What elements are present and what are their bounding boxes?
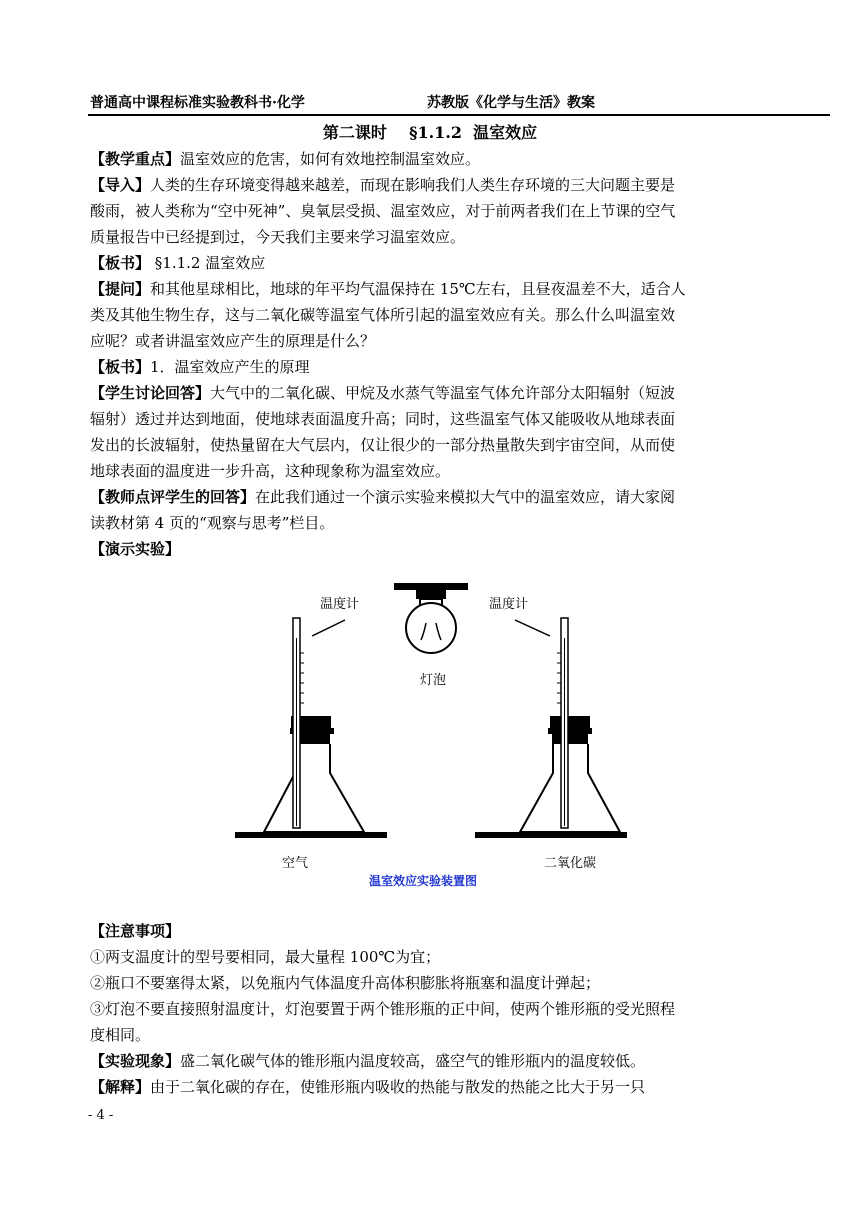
header-right: 苏教版《化学与生活》教案 xyxy=(427,95,595,111)
text-line xyxy=(90,354,830,380)
text-line xyxy=(90,146,830,172)
lamp-socket xyxy=(416,590,446,599)
section-tag: 【教学重点】 xyxy=(90,150,181,168)
line-text: 应呢？或者讲温室效应产生的原理是什么？ xyxy=(90,332,376,350)
line-text: 和其他星球相比，地球的年平均气温保持在 15℃左右，且昼夜温差不大，适合人 xyxy=(150,280,686,298)
text-line xyxy=(90,432,830,458)
line-text: 1．温室效应产生的原理 xyxy=(150,358,310,376)
section-tag: 【板书】 xyxy=(90,254,151,272)
label-co2: 二氧化碳 xyxy=(544,856,597,871)
line-text: 类及其他生物生存，这与二氧化碳等温室气体所引起的温室效应有关。那么什么叫温室效 xyxy=(90,306,676,324)
pointer-right xyxy=(515,620,550,636)
line-text: 盛二氧化碳气体的锥形瓶内温度较高，盛空气的锥形瓶内的温度较低。 xyxy=(180,1052,646,1070)
line-text: 由于二氧化碳的存在，使锥形瓶内吸收的热能与散发的热能之比大于另一只 xyxy=(150,1078,646,1096)
text-line xyxy=(90,996,830,1022)
left-flask xyxy=(235,716,387,838)
line-text: 酸雨，被人类称为“空中死神”、臭氧层受损、温室效应，对于前两者我们在上节课的空气 xyxy=(90,202,676,220)
line-text: 辐射）透过并达到地面，使地球表面温度升高；同时，这些温室气体又能吸收从地球表面 xyxy=(90,410,676,428)
text-line xyxy=(90,198,830,224)
section-tag: 【注意事项】 xyxy=(90,922,181,940)
line-text: 读教材第 4 页的“观察与思考”栏目。 xyxy=(90,514,335,532)
line-text: 人类的生存环境变得越来越差，而现在影响我们人类生存环境的三大问题主要是 xyxy=(150,176,676,194)
label-thermometer-right: 温度计 xyxy=(489,597,529,612)
line-text: ②瓶口不要塞得太紧，以免瓶内气体温度升高体积膨胀将瓶塞和温度计弹起； xyxy=(90,974,601,992)
text-line xyxy=(90,224,830,250)
text-line xyxy=(90,944,830,970)
text-line xyxy=(90,484,830,510)
text-line xyxy=(90,172,830,198)
line-text: §1.1.2 温室效应 xyxy=(150,254,266,272)
header-left: 普通高中课程标准实验教科书·化学 xyxy=(90,95,305,111)
section-tag: 【提问】 xyxy=(90,280,151,298)
text-line xyxy=(90,536,830,562)
text-line xyxy=(90,302,830,328)
text-line xyxy=(90,458,830,484)
diagram-caption: 温室效应实验装置图 xyxy=(369,874,478,888)
light-bulb-icon xyxy=(406,603,456,653)
section-tag: 【解释】 xyxy=(90,1078,151,1096)
text-line xyxy=(90,510,830,536)
line-text: ①两支温度计的型号要相同，最大量程 100℃为宜； xyxy=(90,948,441,966)
text-line xyxy=(90,380,830,406)
line-text: 度相同。 xyxy=(90,1026,151,1044)
experiment-diagram xyxy=(230,578,630,893)
line-text: 质量报告中已经提到过，今天我们主要来学习温室效应。 xyxy=(90,228,466,246)
lesson-title: 第二课时 §1.1.2 温室效应 xyxy=(322,123,538,142)
label-bulb: 灯泡 xyxy=(420,673,447,688)
text-line xyxy=(90,1048,830,1074)
section-tag: 【导入】 xyxy=(90,176,151,194)
text-line xyxy=(90,918,830,944)
section-tag: 【学生讨论回答】 xyxy=(90,384,211,402)
right-flask xyxy=(475,716,627,838)
label-thermometer-left: 温度计 xyxy=(320,597,360,612)
text-line xyxy=(90,276,830,302)
header-rule xyxy=(88,114,830,116)
line-text: 大气中的二氧化碳、甲烷及水蒸气等温室气体允许部分太阳辐射（短波 xyxy=(210,384,676,402)
section-tag: 【教师点评学生的回答】 xyxy=(90,488,256,506)
page-number: - 4 - xyxy=(88,1108,114,1123)
line-text: 地球表面的温度进一步升高，这种现象称为温室效应。 xyxy=(90,462,451,480)
text-line xyxy=(90,406,830,432)
text-line xyxy=(90,250,830,276)
line-text: 温室效应的危害，如何有效地控制温室效应。 xyxy=(180,150,481,168)
lamp-mount xyxy=(394,583,468,590)
text-line xyxy=(90,970,830,996)
label-air: 空气 xyxy=(282,856,309,871)
section-tag: 【板书】 xyxy=(90,358,151,376)
line-text: 发出的长波辐射，使热量留在大气层内，仅让很少的一部分热量散失到宇宙空间，从而使 xyxy=(90,436,676,454)
text-line xyxy=(90,328,830,354)
pointer-left xyxy=(312,620,345,636)
line-text: ③灯泡不要直接照射温度计，灯泡要置于两个锥形瓶的正中间，使两个锥形瓶的受光照程 xyxy=(90,1000,676,1018)
text-line xyxy=(90,1074,830,1100)
text-line xyxy=(90,1022,830,1048)
line-text: 在此我们通过一个演示实验来模拟大气中的温室效应，请大家阅 xyxy=(255,488,676,506)
section-tag: 【实验现象】 xyxy=(90,1052,181,1070)
section-tag: 【演示实验】 xyxy=(90,540,181,558)
